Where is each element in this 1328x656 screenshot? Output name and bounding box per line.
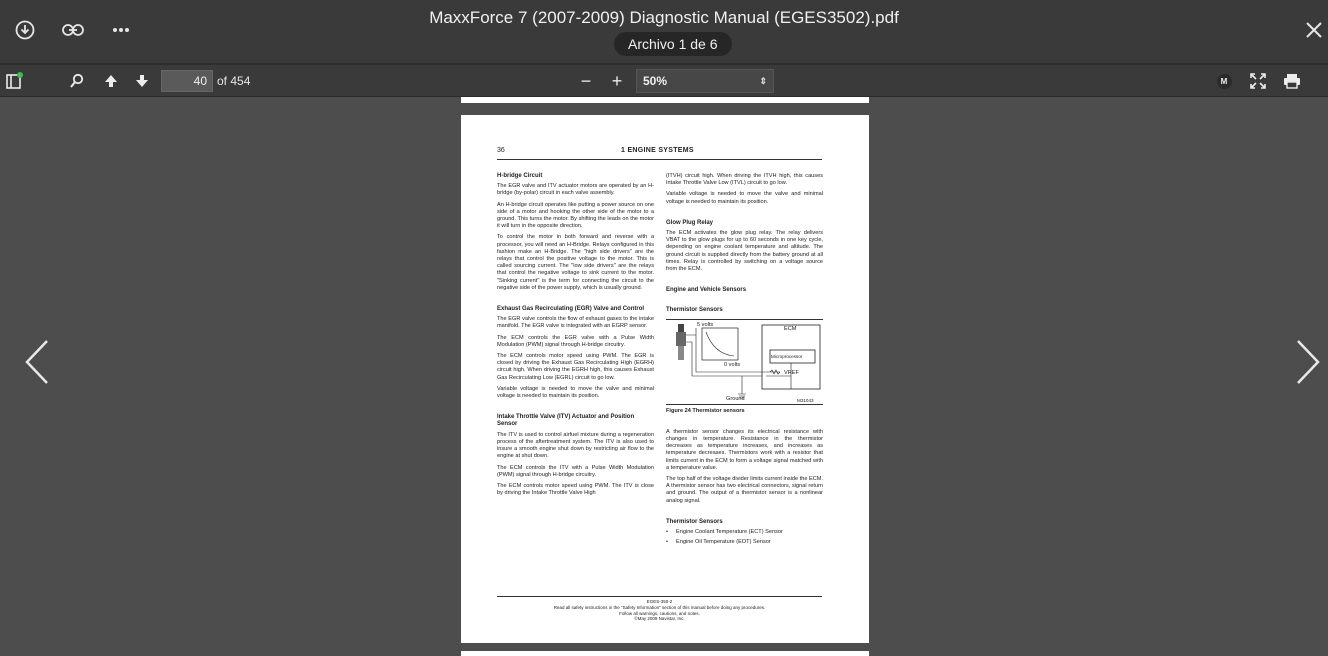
section-gap (666, 210, 823, 220)
header-rule (497, 159, 822, 160)
figure-label-0v: 0 volts (724, 361, 741, 368)
section-gap (666, 277, 823, 287)
section-heading: Thermistor Sensors (666, 518, 723, 525)
archive-counter: Archivo 1 de 6 (614, 32, 732, 56)
body-paragraph: An H-bridge circuit operates like putting a power source on one side of a motor and hooking the other side of the motor to a ground. This turns the motor. By shifting the leads on the motor it will turn in the opposite direction. (497, 201, 654, 230)
page-number-label: 36 (497, 147, 505, 154)
left-text-column (497, 173, 654, 501)
body-paragraph: The top half of the voltage divider limits current inside the ECM. A thermistor sensor has two electrical connectors, signal return and ground. The output of a thermistor sensor is a nonlinear analog signal. (666, 476, 824, 504)
right-top-text (666, 173, 823, 315)
sensor-bullet-list (666, 529, 823, 546)
print-icon[interactable] (1281, 70, 1303, 92)
search-icon[interactable] (66, 70, 88, 92)
title-bar (0, 0, 1328, 63)
body-paragraph: Variable voltage is needed to move the valve and minimal voltage is needed to maintain its position. (666, 191, 823, 205)
figure-label-microprocessor: Microprocessor (771, 353, 803, 359)
footer-line: EGES-350-2 (646, 599, 673, 604)
right-text-column (666, 173, 823, 549)
footer-line: Read all safety instructions in the "Safety Information" section of this manual before doing any procedures. (553, 604, 766, 610)
chevron-right-icon[interactable] (1293, 337, 1323, 387)
section-gap (497, 404, 654, 414)
body-paragraph: Variable voltage is needed to move the valve and minimal voltage is needed to maintain its position. (497, 385, 654, 400)
body-paragraph: To control the motor in both forward and reverse with a processor, you will need an H-Bridge. Relays configured in this fashion make an H-Bridge. The "high side drivers" are the relays that control the positive voltage to the motor. This is called sourcing current. The "low side drivers" are the relays that control the negative voltage to sink current to the motor. "Sinking current" is the term for connecting the circuit to the negative side of the power supply, which is usually ground. (497, 234, 654, 291)
page-number-input[interactable]: 40 (161, 70, 213, 92)
figure-caption: Figure 24 Thermistor sensors (666, 407, 745, 414)
list-item: • Engine Coolant Temperature (ECT) Sensor (666, 529, 823, 536)
figure-code: M31043 (797, 397, 814, 403)
previous-page-sheet (461, 97, 869, 103)
footer-line: Follow all warnings, cautions, and notes. (619, 610, 700, 616)
body-paragraph: (ITVH) circuit high. When driving the ITVH high, this causes Intake Throttle Valve Low (ITVL) circuit to go low. (666, 173, 823, 187)
zoom-select[interactable] (636, 69, 774, 93)
presentation-label: M (1217, 74, 1232, 89)
footer-line: ©May 2009 Navistar, Inc. (634, 616, 685, 622)
body-paragraph: The EGR valve controls the flow of exhaust gases to the intake manifold. The EGR valve is integrated with an EGRP sensor. (497, 316, 654, 330)
section-gap (497, 296, 654, 306)
section-heading: Intake Throttle Valve (ITV) Actuator and Position Sensor (497, 414, 635, 428)
minus-icon[interactable]: − (580, 70, 592, 91)
zoom-value: 50% (643, 74, 668, 88)
body-paragraph: The ECM controls the ITV with a Pulse Width Modulation (PWM) signal through H-bridge circuitry. (497, 464, 654, 478)
chapter-title: 1 ENGINE SYSTEMS (621, 147, 694, 154)
figure-label-ecm: ECM (784, 325, 797, 332)
plus-icon[interactable]: + (611, 70, 623, 91)
section-gap (666, 297, 823, 307)
arrow-up-icon[interactable] (100, 70, 122, 92)
sidebar-toggle-icon[interactable] (3, 70, 25, 92)
arrow-down-icon[interactable] (131, 70, 153, 92)
document-title: MaxxForce 7 (2007-2009) Diagnostic Manual (EGES3502).pdf (429, 8, 899, 27)
document-viewer[interactable] (0, 97, 1328, 656)
body-paragraph: The ECM controls motor speed using PWM. The EGR is closed by driving the Exhaust Gas Recirculating High (EGRH) circuit high. When driving the EGRH high, this causes Exhaust Gas Recirculating Low (EGRL) circuit to go low. (497, 353, 654, 381)
body-paragraph: The ECM controls motor speed using PWM. The ITV is close by driving the Intake Throttle Valve High (497, 482, 654, 497)
body-paragraph: The ECM activates the glow plug relay. The relay delivers VBAT to the glow plugs for up to 60 seconds in one key cycle, depending on engine coolant temperature and altitude. The ground circuit is supplied directly from the battery ground at all times. Relay is controlled by switching on a voltage source from the ECM. (666, 230, 823, 273)
pdf-page (461, 115, 869, 643)
page-footer (497, 599, 822, 622)
select-caret-icon: ⇕ (759, 76, 767, 86)
close-icon[interactable] (1302, 18, 1326, 42)
thermistor-figure (666, 319, 823, 405)
footer-rule (497, 596, 822, 597)
next-page-sheet (461, 651, 869, 656)
fullscreen-icon[interactable] (1247, 70, 1269, 92)
section-gap (666, 509, 823, 519)
presentation-icon[interactable] (1213, 70, 1235, 92)
section-heading: Exhaust Gas Recirculating (EGR) Valve and Control (497, 306, 645, 313)
body-paragraph: The EGR valve and ITV actuator motors are operated by an H-bridge (by-polar) circuit in each valve assembly. (497, 183, 654, 197)
figure-label-ground: Ground (726, 395, 745, 402)
pdf-toolbar (0, 63, 1328, 97)
right-bottom-text (666, 429, 823, 526)
figure-label-5v: 5 volts (697, 321, 714, 328)
body-paragraph: The ITV is used to control airfuel mixture during a regeneration process of the aftertreatment system. The ITV is also used to insure a smooth engine shut down by restricting air flow to the engine at shut down. (497, 431, 654, 460)
list-item: • Engine Oil Temperature (EOT) Sensor (666, 539, 823, 546)
section-heading: H-bridge Circuit (497, 173, 543, 179)
section-heading: Glow Plug Relay (666, 219, 714, 226)
section-heading: Thermistor Sensors (666, 307, 723, 314)
page-total: of 454 (217, 74, 251, 88)
body-paragraph: A thermistor sensor changes its electrical resistance with changes in temperature. Resistance in the thermistor decreases as temperature increases, and increases as temperature decreases. Thermistors work with a resistor that limits current in the ECM to form a voltage signal matched with a temperature value. (666, 428, 823, 471)
chevron-left-icon[interactable] (22, 337, 52, 387)
body-paragraph: The ECM controls the EGR valve with a Pulse Width Modulation (PWM) signal through H-bridge circuitry. (497, 334, 654, 348)
figure-label-vref: VREF (784, 369, 799, 376)
section-heading: Engine and Vehicle Sensors (666, 287, 747, 294)
